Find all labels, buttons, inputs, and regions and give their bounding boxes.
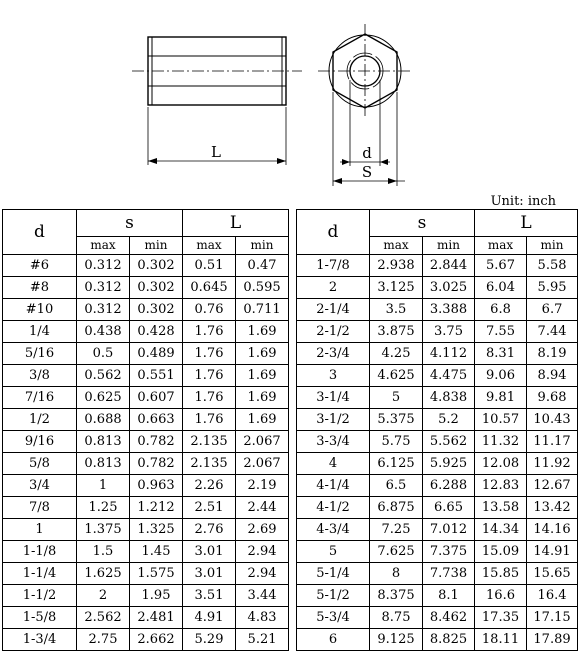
cell-d: 2-1/4 bbox=[297, 299, 370, 321]
cell-d: 1/2 bbox=[3, 409, 77, 431]
cell-L-max: 3.51 bbox=[183, 585, 236, 607]
cell-L-min: 11.17 bbox=[527, 431, 578, 453]
cell-L-max: 5.29 bbox=[183, 629, 236, 651]
cell-s-max: 1.625 bbox=[77, 563, 130, 585]
cell-L-min: 2.067 bbox=[236, 431, 289, 453]
cell-s-min: 0.489 bbox=[130, 343, 183, 365]
cell-d: 5 bbox=[297, 541, 370, 563]
cell-L-min: 4.83 bbox=[236, 607, 289, 629]
cell-d: 5-3/4 bbox=[297, 607, 370, 629]
cell-s-max: 5.75 bbox=[370, 431, 423, 453]
cell-d: 7/8 bbox=[3, 497, 77, 519]
cell-L-min: 6.7 bbox=[527, 299, 578, 321]
cell-s-min: 0.782 bbox=[130, 453, 183, 475]
table-row bbox=[3, 255, 289, 277]
cell-L-max: 13.58 bbox=[475, 497, 527, 519]
cell-s-min: 3.025 bbox=[423, 277, 475, 299]
table-row bbox=[3, 365, 289, 387]
cell-s-min: 0.551 bbox=[130, 365, 183, 387]
cell-L-min: 7.44 bbox=[527, 321, 578, 343]
cell-L-max: 3.01 bbox=[183, 541, 236, 563]
cell-L-max: 1.76 bbox=[183, 343, 236, 365]
cell-s-max: 2.938 bbox=[370, 255, 423, 277]
cell-d: 3-1/4 bbox=[297, 387, 370, 409]
cell-L-min: 15.65 bbox=[527, 563, 578, 585]
cell-L-max: 15.09 bbox=[475, 541, 527, 563]
table-row bbox=[297, 255, 578, 277]
cell-L-min: 8.94 bbox=[527, 365, 578, 387]
cell-L-max: 2.76 bbox=[183, 519, 236, 541]
table-row bbox=[3, 343, 289, 365]
cell-d: 5/8 bbox=[3, 453, 77, 475]
cell-s-min: 0.302 bbox=[130, 299, 183, 321]
cell-s-max: 0.688 bbox=[77, 409, 130, 431]
table-row bbox=[3, 431, 289, 453]
cell-s-max: 5.375 bbox=[370, 409, 423, 431]
table-row bbox=[3, 629, 289, 651]
table-row bbox=[297, 409, 578, 431]
cell-s-max: 2 bbox=[77, 585, 130, 607]
cell-s-min: 1.212 bbox=[130, 497, 183, 519]
cell-d: 3-1/2 bbox=[297, 409, 370, 431]
cell-s-max: 0.312 bbox=[77, 277, 130, 299]
cell-s-min: 0.302 bbox=[130, 255, 183, 277]
cell-s-max: 2.562 bbox=[77, 607, 130, 629]
cell-L-min: 5.95 bbox=[527, 277, 578, 299]
header-s-min: min bbox=[423, 237, 475, 255]
cell-s-min: 0.302 bbox=[130, 277, 183, 299]
cell-s-max: 8.375 bbox=[370, 585, 423, 607]
cell-s-max: 7.625 bbox=[370, 541, 423, 563]
header-s-max: max bbox=[77, 237, 130, 255]
cell-s-max: 3.5 bbox=[370, 299, 423, 321]
header-L: L bbox=[475, 210, 578, 237]
cell-L-min: 14.91 bbox=[527, 541, 578, 563]
cell-L-max: 8.31 bbox=[475, 343, 527, 365]
table-row bbox=[297, 365, 578, 387]
table-row bbox=[3, 519, 289, 541]
cell-s-max: 1 bbox=[77, 475, 130, 497]
cell-L-max: 6.04 bbox=[475, 277, 527, 299]
header-L-min: min bbox=[527, 237, 578, 255]
header-d: d bbox=[3, 210, 77, 255]
table-row bbox=[3, 299, 289, 321]
table-row bbox=[297, 475, 578, 497]
header-L: L bbox=[183, 210, 289, 237]
table-row bbox=[3, 409, 289, 431]
table-row bbox=[3, 475, 289, 497]
table-row bbox=[3, 607, 289, 629]
cell-L-max: 7.55 bbox=[475, 321, 527, 343]
table-row bbox=[297, 563, 578, 585]
cell-s-min: 7.012 bbox=[423, 519, 475, 541]
cell-s-min: 0.428 bbox=[130, 321, 183, 343]
cell-s-max: 9.125 bbox=[370, 629, 423, 651]
cell-s-min: 7.738 bbox=[423, 563, 475, 585]
header-L-min: min bbox=[236, 237, 289, 255]
cell-s-max: 4.25 bbox=[370, 343, 423, 365]
cell-d: #10 bbox=[3, 299, 77, 321]
header-s-max: max bbox=[370, 237, 423, 255]
cell-d: 4-1/4 bbox=[297, 475, 370, 497]
cell-d: 5/16 bbox=[3, 343, 77, 365]
cell-L-min: 0.711 bbox=[236, 299, 289, 321]
cell-L-max: 0.76 bbox=[183, 299, 236, 321]
cell-s-max: 0.312 bbox=[77, 255, 130, 277]
table-row bbox=[297, 277, 578, 299]
cell-s-min: 0.663 bbox=[130, 409, 183, 431]
cell-L-min: 14.16 bbox=[527, 519, 578, 541]
cell-s-min: 4.475 bbox=[423, 365, 475, 387]
table-row bbox=[3, 453, 289, 475]
cell-d: 4-1/2 bbox=[297, 497, 370, 519]
cell-s-max: 6.875 bbox=[370, 497, 423, 519]
cell-L-max: 1.76 bbox=[183, 365, 236, 387]
header-d: d bbox=[297, 210, 370, 255]
table-row bbox=[297, 453, 578, 475]
cell-s-max: 6.5 bbox=[370, 475, 423, 497]
table-row bbox=[297, 299, 578, 321]
thread-diameter-label: d bbox=[362, 144, 372, 162]
cell-s-max: 8 bbox=[370, 563, 423, 585]
dimension-table-left bbox=[2, 209, 289, 651]
cell-L-min: 2.94 bbox=[236, 563, 289, 585]
cell-L-max: 14.34 bbox=[475, 519, 527, 541]
cell-L-max: 1.76 bbox=[183, 387, 236, 409]
cell-L-max: 12.08 bbox=[475, 453, 527, 475]
cell-s-max: 5 bbox=[370, 387, 423, 409]
table-row bbox=[3, 277, 289, 299]
cell-L-min: 0.595 bbox=[236, 277, 289, 299]
cell-s-max: 0.5 bbox=[77, 343, 130, 365]
cell-L-max: 18.11 bbox=[475, 629, 527, 651]
cell-L-max: 2.51 bbox=[183, 497, 236, 519]
cell-s-min: 1.95 bbox=[130, 585, 183, 607]
table-row bbox=[297, 607, 578, 629]
cell-L-max: 2.135 bbox=[183, 431, 236, 453]
header-s: s bbox=[370, 210, 475, 237]
cell-s-min: 7.375 bbox=[423, 541, 475, 563]
cell-L-min: 2.19 bbox=[236, 475, 289, 497]
cell-s-max: 0.813 bbox=[77, 431, 130, 453]
cell-s-min: 2.844 bbox=[423, 255, 475, 277]
cell-s-min: 1.45 bbox=[130, 541, 183, 563]
cell-L-max: 6.8 bbox=[475, 299, 527, 321]
cell-L-min: 2.94 bbox=[236, 541, 289, 563]
cell-d: 9/16 bbox=[3, 431, 77, 453]
table-row bbox=[297, 497, 578, 519]
cell-L-min: 10.43 bbox=[527, 409, 578, 431]
table-row bbox=[297, 343, 578, 365]
cell-L-min: 1.69 bbox=[236, 321, 289, 343]
cell-L-min: 1.69 bbox=[236, 343, 289, 365]
cell-s-min: 8.462 bbox=[423, 607, 475, 629]
cell-d: 1-3/4 bbox=[3, 629, 77, 651]
table-row bbox=[3, 585, 289, 607]
cell-d: 5-1/2 bbox=[297, 585, 370, 607]
cell-s-min: 4.838 bbox=[423, 387, 475, 409]
cell-s-min: 0.963 bbox=[130, 475, 183, 497]
cell-L-max: 15.85 bbox=[475, 563, 527, 585]
cell-d: #8 bbox=[3, 277, 77, 299]
unit-label: Unit: inch bbox=[490, 194, 556, 209]
cell-L-min: 5.58 bbox=[527, 255, 578, 277]
header-L-max: max bbox=[183, 237, 236, 255]
cell-s-min: 3.75 bbox=[423, 321, 475, 343]
cell-d: 4-3/4 bbox=[297, 519, 370, 541]
table-row bbox=[297, 387, 578, 409]
cell-s-min: 5.2 bbox=[423, 409, 475, 431]
cell-L-min: 9.68 bbox=[527, 387, 578, 409]
table-row bbox=[297, 321, 578, 343]
cell-d: 2-1/2 bbox=[297, 321, 370, 343]
cell-s-min: 2.481 bbox=[130, 607, 183, 629]
table-row bbox=[297, 629, 578, 651]
cell-L-min: 5.21 bbox=[236, 629, 289, 651]
cell-L-max: 1.76 bbox=[183, 409, 236, 431]
cell-d: 1-5/8 bbox=[3, 607, 77, 629]
cell-s-max: 4.625 bbox=[370, 365, 423, 387]
cell-d: 1 bbox=[3, 519, 77, 541]
cell-L-max: 16.6 bbox=[475, 585, 527, 607]
header-L-max: max bbox=[475, 237, 527, 255]
cell-s-max: 0.562 bbox=[77, 365, 130, 387]
cell-L-min: 2.067 bbox=[236, 453, 289, 475]
cell-s-min: 6.65 bbox=[423, 497, 475, 519]
cell-s-min: 8.1 bbox=[423, 585, 475, 607]
cell-s-max: 0.625 bbox=[77, 387, 130, 409]
cell-L-max: 2.26 bbox=[183, 475, 236, 497]
cell-s-min: 3.388 bbox=[423, 299, 475, 321]
cell-L-max: 0.645 bbox=[183, 277, 236, 299]
cell-L-max: 11.32 bbox=[475, 431, 527, 453]
cell-L-max: 17.35 bbox=[475, 607, 527, 629]
cell-s-max: 1.375 bbox=[77, 519, 130, 541]
dimension-table-right bbox=[296, 209, 578, 651]
cell-d: 1-1/2 bbox=[3, 585, 77, 607]
cell-s-max: 0.312 bbox=[77, 299, 130, 321]
cell-L-min: 13.42 bbox=[527, 497, 578, 519]
table-row bbox=[297, 541, 578, 563]
table-row bbox=[3, 541, 289, 563]
cell-L-max: 2.135 bbox=[183, 453, 236, 475]
cell-s-max: 3.875 bbox=[370, 321, 423, 343]
cell-L-min: 1.69 bbox=[236, 387, 289, 409]
cell-s-max: 2.75 bbox=[77, 629, 130, 651]
cell-d: 3-3/4 bbox=[297, 431, 370, 453]
cell-d: 1-7/8 bbox=[297, 255, 370, 277]
cell-L-min: 12.67 bbox=[527, 475, 578, 497]
cell-d: 3/8 bbox=[3, 365, 77, 387]
cell-d: 1-1/8 bbox=[3, 541, 77, 563]
cell-L-max: 4.91 bbox=[183, 607, 236, 629]
cell-L-min: 17.89 bbox=[527, 629, 578, 651]
cell-d: 6 bbox=[297, 629, 370, 651]
table-row bbox=[3, 563, 289, 585]
cell-s-min: 1.325 bbox=[130, 519, 183, 541]
cell-d: 7/16 bbox=[3, 387, 77, 409]
cell-s-min: 2.662 bbox=[130, 629, 183, 651]
cell-L-min: 2.44 bbox=[236, 497, 289, 519]
cell-L-min: 16.4 bbox=[527, 585, 578, 607]
table-row bbox=[3, 321, 289, 343]
cell-s-max: 0.438 bbox=[77, 321, 130, 343]
cell-L-max: 10.57 bbox=[475, 409, 527, 431]
cell-d: 4 bbox=[297, 453, 370, 475]
cell-L-min: 2.69 bbox=[236, 519, 289, 541]
table-row bbox=[297, 585, 578, 607]
cell-L-min: 11.92 bbox=[527, 453, 578, 475]
cell-d: 2-3/4 bbox=[297, 343, 370, 365]
cell-d: 1/4 bbox=[3, 321, 77, 343]
cell-L-min: 0.47 bbox=[236, 255, 289, 277]
cell-s-max: 7.25 bbox=[370, 519, 423, 541]
table-row bbox=[3, 387, 289, 409]
cell-L-max: 9.06 bbox=[475, 365, 527, 387]
cell-d: 3 bbox=[297, 365, 370, 387]
cell-s-max: 1.25 bbox=[77, 497, 130, 519]
coupling-nut-drawing bbox=[0, 0, 580, 195]
cell-d: 1-1/4 bbox=[3, 563, 77, 585]
cell-s-min: 0.782 bbox=[130, 431, 183, 453]
cell-s-max: 1.5 bbox=[77, 541, 130, 563]
cell-L-min: 1.69 bbox=[236, 409, 289, 431]
cell-s-max: 6.125 bbox=[370, 453, 423, 475]
header-s-min: min bbox=[130, 237, 183, 255]
cell-d: 3/4 bbox=[3, 475, 77, 497]
cell-L-max: 3.01 bbox=[183, 563, 236, 585]
cell-s-min: 8.825 bbox=[423, 629, 475, 651]
cell-L-max: 5.67 bbox=[475, 255, 527, 277]
cell-s-min: 0.607 bbox=[130, 387, 183, 409]
cell-s-min: 5.925 bbox=[423, 453, 475, 475]
cell-s-min: 6.288 bbox=[423, 475, 475, 497]
cell-s-min: 4.112 bbox=[423, 343, 475, 365]
cell-d: 5-1/4 bbox=[297, 563, 370, 585]
table-row bbox=[3, 497, 289, 519]
cell-L-min: 17.15 bbox=[527, 607, 578, 629]
cell-s-max: 3.125 bbox=[370, 277, 423, 299]
cell-d: #6 bbox=[3, 255, 77, 277]
cell-L-min: 8.19 bbox=[527, 343, 578, 365]
table-row bbox=[297, 519, 578, 541]
cell-s-min: 5.562 bbox=[423, 431, 475, 453]
header-s: s bbox=[77, 210, 183, 237]
cell-L-max: 0.51 bbox=[183, 255, 236, 277]
cell-L-max: 12.83 bbox=[475, 475, 527, 497]
width-across-flats-label: S bbox=[361, 163, 373, 181]
cell-s-max: 8.75 bbox=[370, 607, 423, 629]
table-row bbox=[297, 431, 578, 453]
cell-L-max: 1.76 bbox=[183, 321, 236, 343]
cell-L-min: 1.69 bbox=[236, 365, 289, 387]
length-dimension-label: L bbox=[211, 143, 221, 161]
cell-L-min: 3.44 bbox=[236, 585, 289, 607]
cell-L-max: 9.81 bbox=[475, 387, 527, 409]
cell-d: 2 bbox=[297, 277, 370, 299]
cell-s-max: 0.813 bbox=[77, 453, 130, 475]
cell-s-min: 1.575 bbox=[130, 563, 183, 585]
